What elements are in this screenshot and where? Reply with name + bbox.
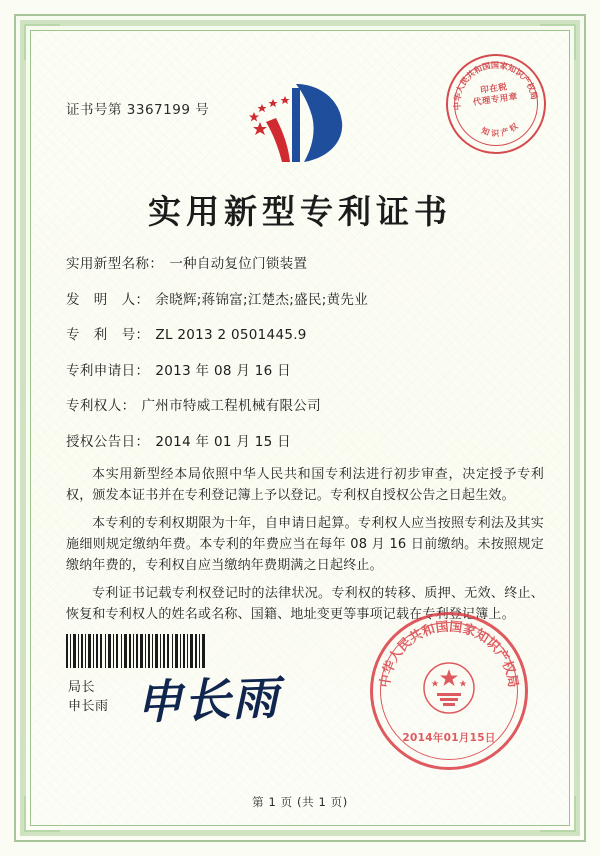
director-name-label: 申长雨 (68, 699, 109, 714)
page-footer: 第 1 页 (共 1 页) (252, 795, 348, 809)
paragraph-3: 专利证书记载专利权登记时的法律状况。专利权的转移、质押、无效、终止、恢复和专利权人的姓名或名称、国籍、地址变更等事项记载在专利登记簿上。 (66, 586, 544, 622)
emblem-icon (421, 660, 477, 716)
legal-text-block (66, 464, 544, 632)
svg-text:中华人民共和国国家知识产权局: 中华人民共和国国家知识产权局 (451, 59, 540, 111)
director-title-label: 局长 (68, 680, 96, 695)
paragraph-2: 本专利的专利权期限为十年，自申请日起算。专利权人应当按照专利法及其实施细则规定缴纳年费。本专利的年费应当在每年 08 月 16 日前缴纳。未按照规定缴纳年费的，专利权自应当缴纳年费期满之日起终止。 (66, 516, 544, 573)
barcode-icon (66, 634, 206, 668)
svg-text:中华人民共和国国家知识产权局: 中华人民共和国国家知识产权局 (377, 619, 521, 689)
field-value: 2013 年 08 月 16 日 (155, 362, 291, 379)
field-label: 专 利 号： (66, 327, 150, 343)
seal-center-line-2: 代理专用章 (472, 91, 519, 109)
svg-text:知 识 产 权: 知 识 产 权 (480, 121, 520, 139)
office-round-seal-icon (440, 48, 553, 161)
field-value: 一种自动复位门锁装置 (169, 256, 308, 272)
field-label: 发 明 人： (66, 291, 150, 308)
director-signature: 申长雨 (135, 670, 282, 730)
field-label: 实用新型名称： (66, 256, 164, 272)
certificate-number: 证书号第 3367199 号 (66, 102, 210, 118)
field-grant-announcement-date (66, 432, 546, 452)
page-title: 实用新型专利证书 (148, 192, 452, 231)
seal-date: 2014年01月15日 (402, 732, 496, 744)
field-utility-model-name (66, 254, 546, 274)
paragraph-1: 本实用新型经本局依照中华人民共和国专利法进行初步审查，决定授予专利权，颁发本证书并在专利登记簿上予以登记。专利权自授权公告之日起生效。 (66, 467, 544, 503)
field-label: 授权公告日： (66, 433, 150, 450)
field-application-date (66, 361, 546, 381)
seal-center-line-1: 印在税 (479, 82, 508, 96)
national-emblem-seal-icon (370, 612, 528, 770)
field-label: 专利权人： (66, 398, 136, 414)
field-value: 2014 年 01 月 15 日 (155, 433, 291, 450)
certificate-content (44, 46, 556, 812)
director-block (68, 678, 109, 716)
field-value: ZL 2013 2 0501445.9 (155, 327, 307, 343)
field-inventors (66, 290, 546, 310)
field-patentee (66, 396, 546, 416)
patent-office-logo-icon (242, 78, 358, 170)
field-list (66, 254, 546, 467)
field-patent-number (66, 325, 546, 345)
field-value: 余晓辉;蒋锦富;江楚杰;盛民;黄先业 (155, 291, 368, 308)
field-label: 专利申请日： (66, 362, 150, 379)
field-value: 广州市特威工程机械有限公司 (141, 398, 321, 414)
